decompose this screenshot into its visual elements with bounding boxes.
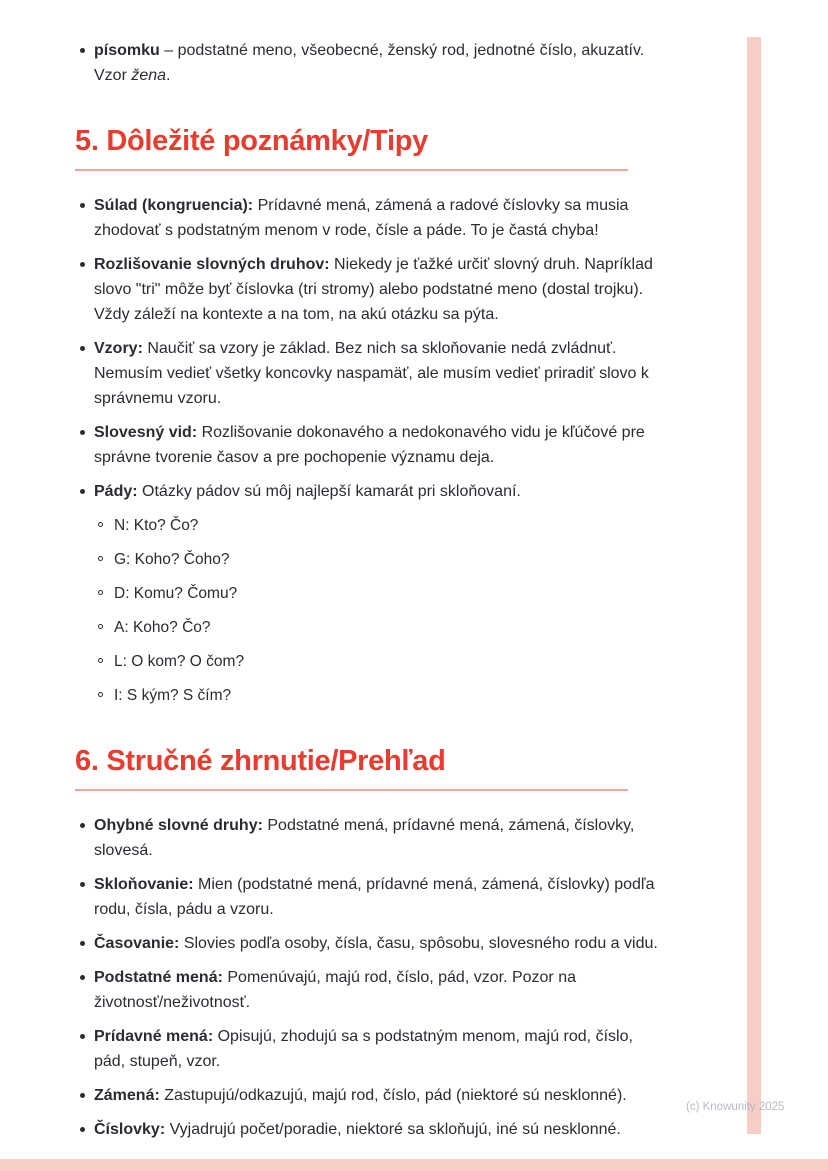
list-item <box>75 813 667 863</box>
term-bold: Zámená: <box>94 1086 160 1104</box>
intro-list <box>75 38 667 88</box>
section5-divider <box>75 169 628 171</box>
term-bold: Vzory: <box>94 339 143 357</box>
item-text: – podstatné meno, všeobecné, ženský rod, jednotné číslo, akuzatív. Vzor <box>94 42 645 84</box>
term-bold: Ohybné slovné druhy: <box>94 816 263 834</box>
list-item <box>75 1117 667 1142</box>
item-text: Zastupujú/odkazujú, majú rod, číslo, pád (niektoré sú nesklonné). <box>159 1086 627 1104</box>
term-bold: Prídavné mená: <box>94 1027 214 1045</box>
section6-divider <box>75 789 628 791</box>
item-text: Prídavné mená, zámená a radové číslovky sa musia zhodovať s podstatným menom v rode, čísle a páde. To je častá chyba! <box>94 196 629 239</box>
item-text: Podstatné mená, prídavné mená, zámená, číslovky, slovesá. <box>94 816 635 859</box>
list-item <box>75 252 667 327</box>
sublist-item: D: Komu? Čomu? <box>94 581 667 606</box>
list-item <box>75 1083 667 1108</box>
section5-heading: 5. Dôležité poznámky/Tipy <box>75 125 428 157</box>
term-bold: Slovesný vid: <box>94 423 198 441</box>
list-item <box>75 1024 667 1074</box>
term-bold: písomku <box>94 42 160 59</box>
item-text: Pomenúvajú, majú rod, číslo, pád, vzor. Pozor na životnosť/neživotnosť. <box>94 968 576 1011</box>
sublist-item: L: O kom? O čom? <box>94 649 667 674</box>
item-text: Naučiť sa vzory je základ. Bez nich sa skloňovanie nedá zvládnuť. Nemusím vedieť všetky koncovky naspamäť, ale musím vedieť priradiť slovo k správnemu vzoru. <box>94 339 649 407</box>
sublist-item: A: Koho? Čo? <box>94 615 667 640</box>
list-item <box>75 38 667 88</box>
term-bold: Časovanie: <box>94 934 180 952</box>
list-item <box>75 336 667 411</box>
sublist-item: N: Kto? Čo? <box>94 513 667 538</box>
list-item <box>75 965 667 1015</box>
term-bold: Pády: <box>94 482 138 500</box>
list-item <box>75 420 667 470</box>
section5-list <box>75 193 667 708</box>
item-text: Slovies podľa osoby, čísla, času, spôsobu, slovesného rodu a vidu. <box>179 934 658 952</box>
term-bold: Číslovky: <box>94 1120 166 1138</box>
section6-list <box>75 813 667 1142</box>
sublist-item: G: Koho? Čoho? <box>94 547 667 572</box>
term-bold: Súlad (kongruencia): <box>94 196 254 214</box>
list-item <box>75 479 667 708</box>
sublist-item: I: S kým? S čím? <box>94 683 667 708</box>
right-accent-bar <box>747 37 761 1134</box>
item-text: Opisujú, zhodujú sa s podstatným menom, majú rod, číslo, pád, stupeň, vzor. <box>94 1027 633 1070</box>
term-bold: Skloňovanie: <box>94 875 194 893</box>
item-text: Mien (podstatné mená, prídavné mená, zámená, číslovky) podľa rodu, čísla, pádu a vzoru. <box>94 875 655 918</box>
item-text-tail: . <box>166 67 171 84</box>
item-text: Otázky pádov sú môj najlepší kamarát pri skloňovaní. <box>137 482 521 500</box>
item-text: Rozlišovanie dokonavého a nedokonavého vidu je kľúčové pre správne tvorenie časov a pre pochopenie významu deja. <box>94 423 645 466</box>
list-item <box>75 872 667 922</box>
list-item <box>75 931 667 956</box>
bottom-accent-bar <box>0 1159 828 1171</box>
section6-heading: 6. Stručné zhrnutie/Prehľad <box>75 744 446 777</box>
cases-sublist <box>94 513 667 708</box>
term-bold: Podstatné mená: <box>94 968 223 986</box>
footer-credit: (c) Knowunity 2025 <box>686 1101 785 1113</box>
item-text: Niekedy je ťažké určiť slovný druh. Napríklad slovo "tri" môže byť číslovka (tri stromy) alebo podstatné meno (dostal trojku). Vždy záleží na kontexte a na tom, na akú otázku sa pýta. <box>94 255 653 323</box>
item-text: Vyjadrujú počet/poradie, niektoré sa skloňujú, iné sú nesklonné. <box>165 1120 621 1138</box>
page-content <box>75 38 667 1151</box>
list-item <box>75 193 667 243</box>
term-bold: Rozlišovanie slovných druhov: <box>94 255 330 273</box>
pattern-word-italic: žena <box>131 67 167 84</box>
